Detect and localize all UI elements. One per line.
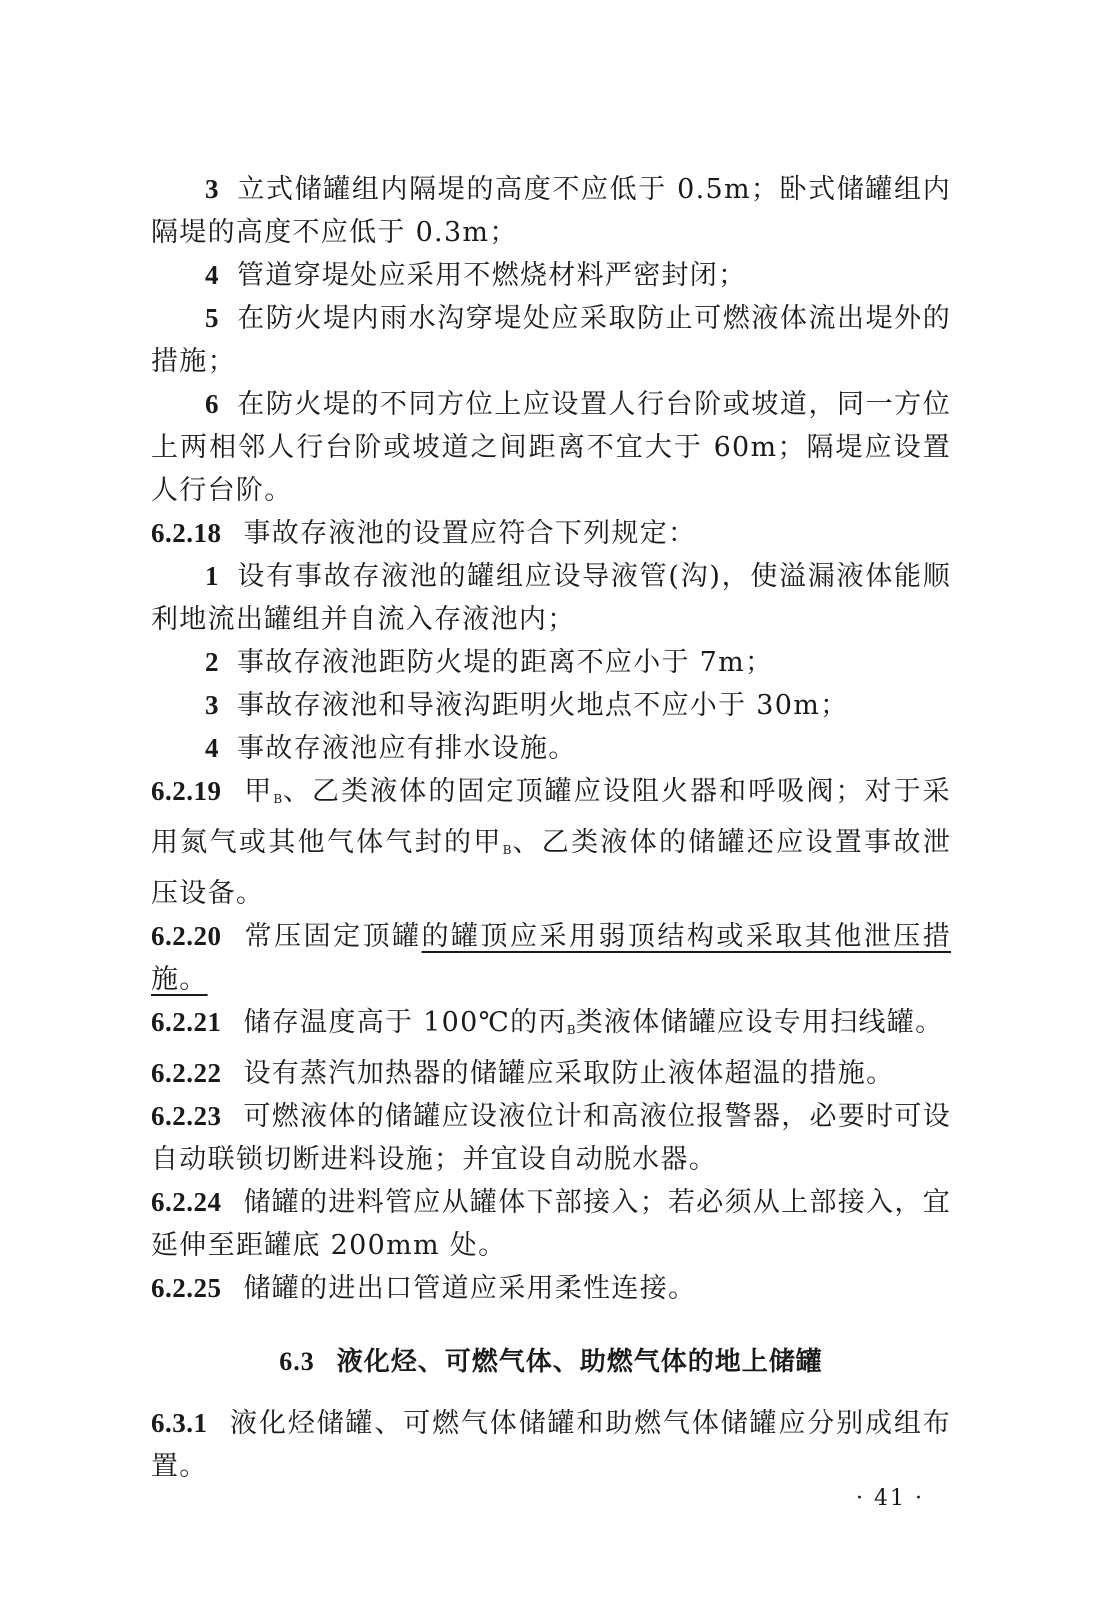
clause-text: 常压固定顶罐 (243, 921, 422, 952)
clause-6-2-19 (151, 770, 951, 915)
clause-text: 事故存液池的设置应符合下列规定： (243, 518, 697, 549)
item-number: 3 (205, 174, 219, 204)
clause-number: 6.2.19 (151, 776, 222, 806)
document-body (151, 168, 951, 1488)
clause-6-2-21 (151, 1001, 951, 1052)
section-number: 6.3 (279, 1347, 315, 1376)
clause-text: 设有蒸汽加热器的储罐应采取防止液体超温的措施。 (243, 1058, 895, 1089)
item-text: 设有事故存液池的罐组应设导液管(沟)，使溢漏液体能顺利地流出罐组并自流入存液池内； (151, 561, 951, 635)
clause-text: 储罐的进料管应从罐体下部接入；若必须从上部接入，宜延伸至距罐底 200mm 处。 (151, 1187, 951, 1261)
clause-text: 、乙类液体的储罐还应设置事故泄压设备。 (151, 827, 952, 909)
clause-number: 6.2.22 (151, 1058, 222, 1088)
item-number: 3 (205, 690, 219, 720)
page-number: · 41 · (856, 1486, 924, 1511)
clause-number: 6.3.1 (151, 1408, 208, 1438)
subscript: B (566, 1023, 576, 1037)
item-text: 管道穿堤处应采用不燃烧材料严密封闭； (237, 260, 747, 291)
clause-text: 液化烃储罐、可燃气体储罐和助燃气体储罐应分别成组布置。 (151, 1408, 951, 1482)
section-heading (151, 1340, 951, 1384)
subscript: B (273, 792, 283, 806)
clause-6-2-18 (151, 512, 951, 555)
item-number: 5 (205, 303, 219, 333)
clause-6-2-23 (151, 1095, 951, 1181)
clause-text: 、乙类液体的固定顶罐应设阻火器和呼吸阀；对于采用氮气或其他气体气封的甲 (151, 776, 951, 858)
clause-6-2-22 (151, 1052, 951, 1095)
clause-number: 6.2.21 (151, 1007, 222, 1037)
item-number: 6 (205, 389, 219, 419)
item-number: 1 (205, 561, 219, 591)
list-item (151, 168, 951, 254)
clause-text: 可燃液体的储罐应设液位计和高液位报警器，必要时可设自动联锁切断进料设施；并宜设自动脱水器。 (151, 1101, 951, 1175)
item-text: 事故存液池距防火堤的距离不应小于 7m； (237, 647, 774, 678)
clause-text: 甲 (243, 776, 274, 807)
item-text: 立式储罐组内隔堤的高度不应低于 0.5m；卧式储罐组内隔堤的高度不应低于 0.3m； (151, 174, 951, 248)
list-item (151, 555, 951, 641)
clause-number: 6.2.25 (151, 1273, 222, 1303)
item-number: 2 (205, 647, 219, 677)
list-item (151, 297, 951, 383)
list-item (151, 684, 951, 727)
item-text: 事故存液池应有排水设施。 (237, 733, 577, 764)
clause-text: 储罐的进出口管道应采用柔性连接。 (243, 1273, 697, 1304)
list-item (151, 727, 951, 770)
item-text: 在防火堤的不同方位上应设置人行台阶或坡道，同一方位上两相邻人行台阶或坡道之间距离不宜大于 60m；隔堤应设置人行台阶。 (151, 389, 951, 506)
clause-6-3-1 (151, 1402, 951, 1488)
clause-number: 6.2.18 (151, 518, 222, 548)
clause-6-2-24 (151, 1181, 951, 1267)
list-item (151, 641, 951, 684)
list-item (151, 383, 951, 512)
item-number: 4 (205, 260, 219, 290)
subscript: B (502, 843, 512, 857)
item-number: 4 (205, 733, 219, 763)
clause-number: 6.2.23 (151, 1101, 222, 1131)
clause-number: 6.2.20 (151, 921, 222, 951)
clause-text: 储存温度高于 100℃的丙 (243, 1007, 567, 1038)
underlined-text: 的罐顶应采用弱顶结构或采取其他泄压措施。 (151, 921, 951, 995)
item-text: 事故存液池和导液沟距明火地点不应小于 30m； (237, 690, 849, 721)
clause-6-2-20 (151, 915, 951, 1001)
clause-text: 类液体储罐应设专用扫线罐。 (575, 1007, 944, 1038)
item-text: 在防火堤内雨水沟穿堤处应采取防止可燃液体流出堤外的措施； (151, 303, 951, 377)
list-item (151, 254, 951, 297)
clause-number: 6.2.24 (151, 1187, 222, 1217)
clause-6-2-25 (151, 1267, 951, 1310)
section-title: 液化烃、可燃气体、助燃气体的地上储罐 (336, 1347, 823, 1377)
